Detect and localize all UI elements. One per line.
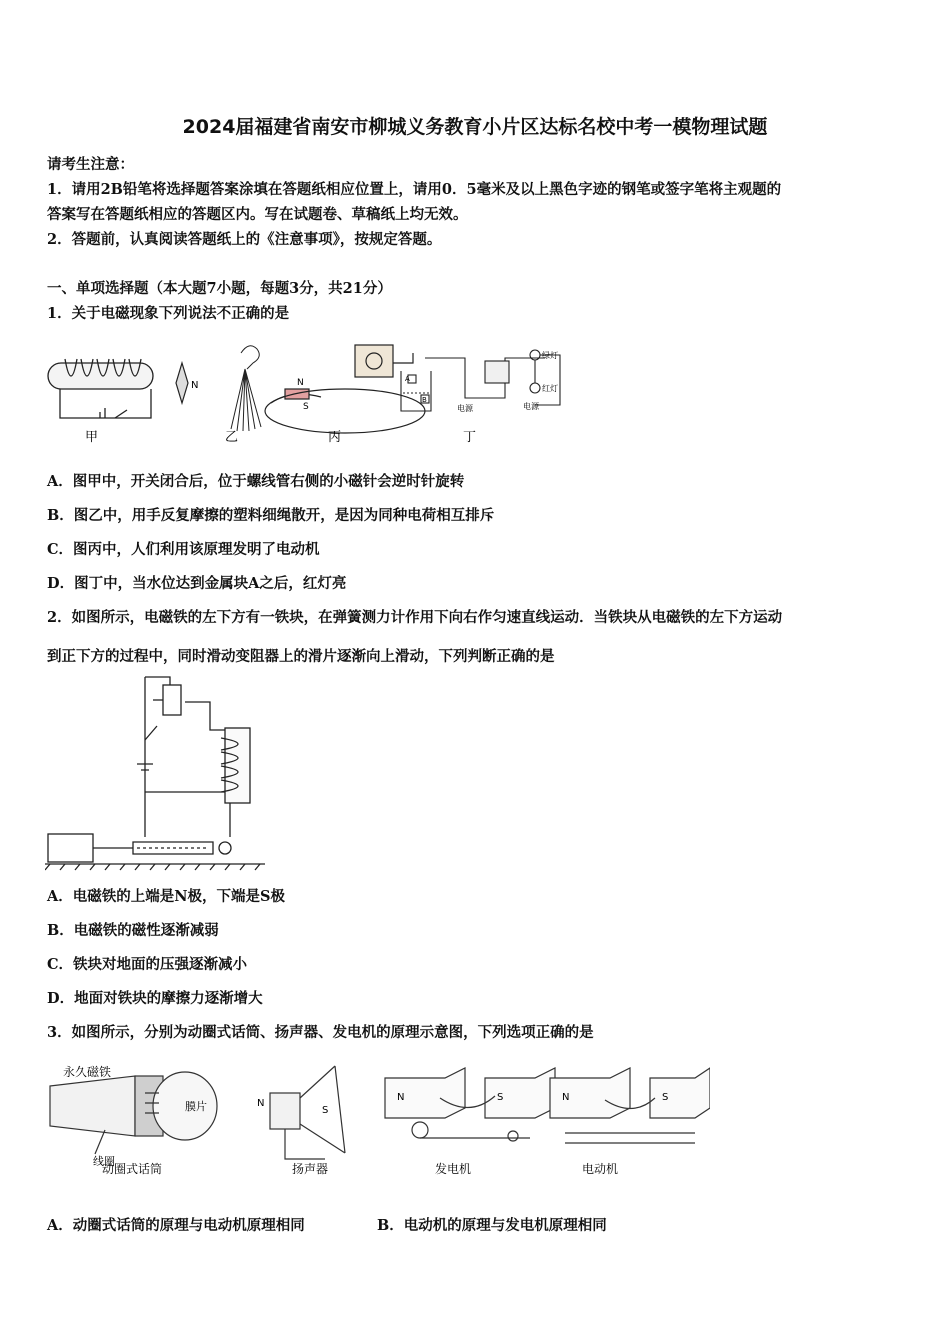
ding-a-label: A — [405, 375, 410, 383]
q2-stem-line-2: 到正下方的过程中，同时滑动变阻器上的滑片逐渐向上滑动，下列判断正确的是 — [47, 648, 555, 665]
motor-n-label: N — [562, 1092, 570, 1103]
motor-s-label: S — [662, 1092, 669, 1103]
speaker-diagram — [270, 1066, 345, 1159]
q2-option-a: A．电磁铁的上端是N极，下端是S极 — [47, 888, 285, 905]
q2-option-d: D．地面对铁块的摩擦力逐渐增大 — [47, 990, 263, 1007]
motor-diagram — [550, 1068, 710, 1143]
bing-n-label: N — [297, 378, 304, 388]
page-title: 2024届福建省南安市柳城义务教育小片区达标名校中考一模物理试题 — [182, 116, 768, 138]
speaker-s-label: S — [322, 1105, 329, 1116]
notice-line-1: 1．请用2B铅笔将选择题答案涂填在答题纸相应位置上，请用0．5毫米及以上黑色字迹的钢笔或签字笔将主观题的 — [47, 181, 782, 198]
q2-stem-line-1: 2．如图所示，电磁铁的左下方有一铁块，在弹簧测力计作用下向右作匀速直线运动．当铁块从电磁铁的左下方运动 — [47, 609, 783, 626]
mic-coil-label: 线圈 — [93, 1155, 115, 1168]
ding-b-label: B — [422, 396, 427, 404]
q1-option-b: B．图乙中，用手反复摩擦的塑料细绳散开，是因为同种电荷相互排斥 — [47, 507, 495, 524]
ding-power-label-2: 电源 — [523, 402, 539, 411]
ding-power-label-1: 电源 — [457, 404, 473, 413]
fig-yi-strings — [231, 346, 261, 431]
q3-option-b: B．电动机的原理与发电机原理相同 — [377, 1217, 607, 1234]
q2-rheostat — [163, 685, 181, 715]
q2-option-b: B．电磁铁的磁性逐渐减弱 — [47, 922, 219, 939]
microphone-diagram — [50, 1072, 217, 1154]
q2-switch — [145, 726, 157, 740]
fig-label-speaker: 扬声器 — [292, 1162, 329, 1176]
notice-heading: 请考生注意： — [47, 156, 134, 173]
q2-pulley — [219, 842, 231, 854]
notice-line-2: 答案写在答题纸相应的答题区内。写在试题卷、草稿纸上均无效。 — [47, 206, 468, 223]
q2-iron-block — [48, 834, 93, 862]
q2-spring-scale — [93, 842, 213, 854]
q1-option-a: A．图甲中，开关闭合后，位于螺线管右侧的小磁针会逆时针旋转 — [47, 473, 465, 490]
speaker-n-label: N — [257, 1098, 265, 1109]
mic-magnet-label: 永久磁铁 — [63, 1065, 112, 1079]
compass-n-label: N — [191, 380, 199, 391]
fig-label-generator: 发电机 — [435, 1162, 472, 1176]
q1-figure — [45, 333, 565, 448]
q2-ground-wire — [145, 792, 230, 837]
fig-jia-compass — [176, 363, 188, 403]
q2-figure — [45, 672, 270, 872]
fig-label-bing: 丙 — [328, 430, 342, 445]
fig-jia-solenoid — [48, 359, 153, 418]
bing-s-label: S — [303, 402, 309, 412]
mic-diaphragm-label: 膜片 — [185, 1100, 207, 1113]
q1-stem: 1．关于电磁现象下列说法不正确的是 — [47, 305, 290, 322]
q1-option-c: C．图丙中，人们利用该原理发明了电动机 — [47, 541, 320, 558]
fig-label-yi: 乙 — [225, 430, 239, 445]
fig-label-jia: 甲 — [85, 430, 99, 445]
section-heading: 一、单项选择题（本大题7小题，每题3分，共21分） — [47, 280, 392, 297]
generator-s-label: S — [497, 1092, 504, 1103]
ding-red-label: 红灯 — [542, 384, 558, 393]
ding-green-label: 绿灯 — [542, 351, 558, 360]
generator-n-label: N — [397, 1092, 405, 1103]
q2-option-c: C．铁块对地面的压强逐渐减小 — [47, 956, 248, 973]
q2-circuit-wire — [145, 677, 225, 837]
q3-stem: 3．如图所示，分别为动圈式话筒、扬声器、发电机的原理示意图，下列选项正确的是 — [47, 1024, 594, 1041]
generator-diagram — [385, 1068, 555, 1141]
q3-figure — [45, 1058, 710, 1183]
fig-label-motor: 电动机 — [582, 1162, 619, 1176]
q3-option-a: A．动圈式话筒的原理与电动机原理相同 — [47, 1217, 305, 1234]
fig-label-microphone: 动圈式话筒 — [102, 1162, 163, 1176]
fig-label-ding: 丁 — [463, 430, 477, 445]
notice-line-3: 2．答题前，认真阅读答题纸上的《注意事项》，按规定答题。 — [47, 231, 442, 248]
q1-option-d: D．图丁中，当水位达到金属块A之后，红灯亮 — [47, 575, 347, 592]
